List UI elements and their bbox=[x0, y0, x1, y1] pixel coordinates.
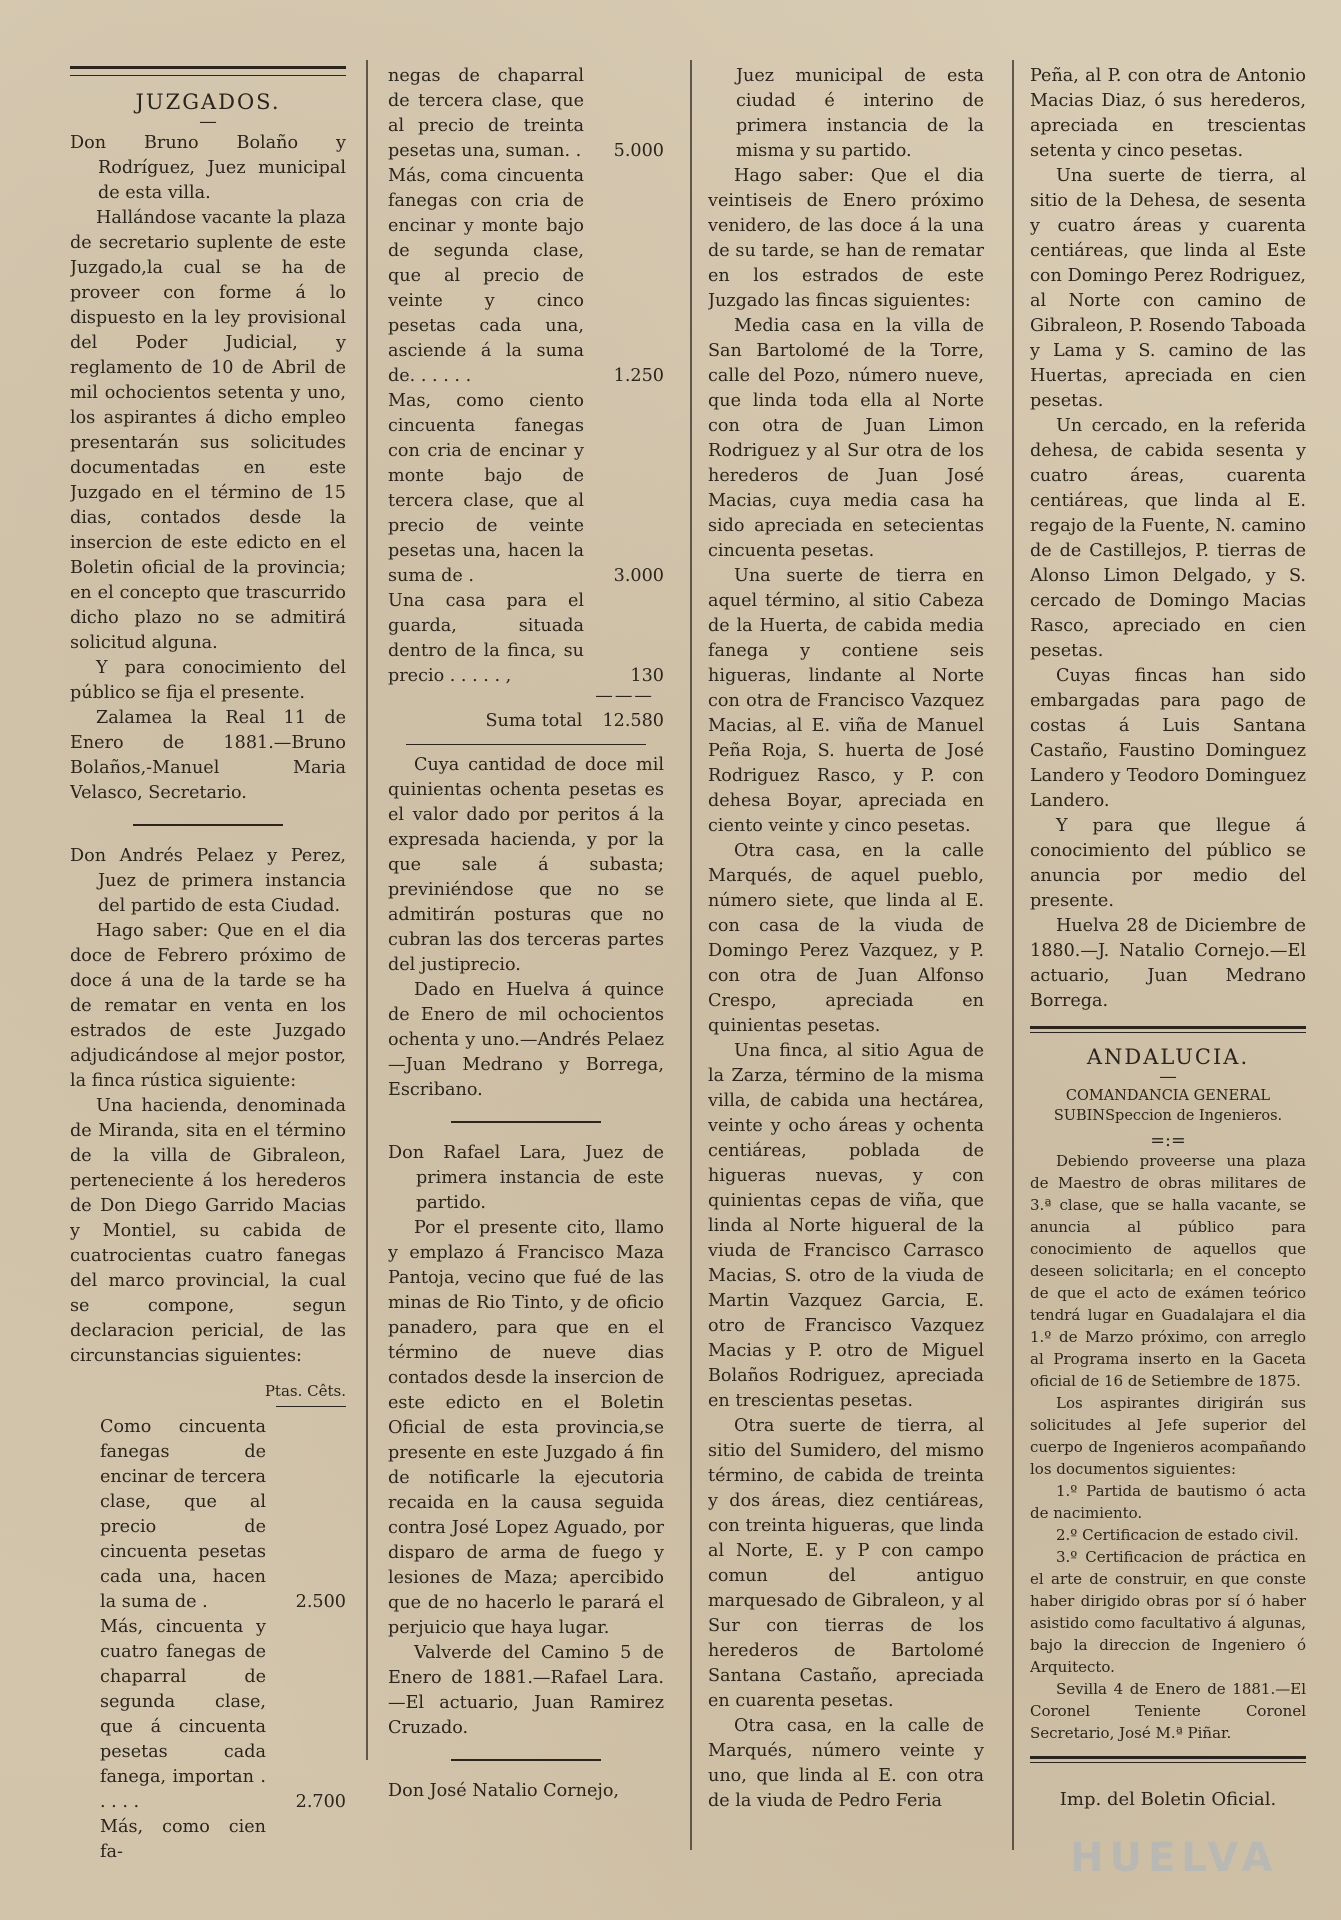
total-amount: 12.580 bbox=[602, 711, 664, 731]
separator-rule bbox=[406, 744, 646, 745]
valuation-item bbox=[388, 389, 664, 589]
column-4 bbox=[1030, 60, 1306, 1900]
edict-body: Otra casa, en la calle Marqués, de aquel pueblo, número siete, que linda al E. con casa de la viuda de Domingo Perez Vazquez, y P. con otra de Juan Alfonso Crespo, apreciada en quinientas pesetas. bbox=[708, 841, 984, 1036]
valuation-item bbox=[100, 1615, 346, 1815]
valuation-item bbox=[388, 164, 664, 389]
notice-document: 2.º Certificacion de estado civil. bbox=[1056, 1526, 1299, 1544]
separator-rule bbox=[133, 824, 283, 826]
notice-document: 1.º Partida de bautismo ó acta de nacimiento. bbox=[1030, 1482, 1306, 1522]
title-dash: =:= bbox=[1150, 1131, 1186, 1151]
top-rule bbox=[70, 66, 346, 76]
edict-signature: Huelva 28 de Diciembre de 1880.—J. Natalio Cornejo.—El actuario, Juan Medrano Borrega. bbox=[1030, 916, 1306, 1011]
item-text: Más, coma cincuenta fanegas con cria de encinar y monte bajo de segunda clase, que al precio de veinte y cinco pesetas cada una, asciende á la suma de. . . . . . bbox=[388, 166, 584, 386]
edict-body: Una hacienda, denominada de Miranda, sita en el término de la villa de Gibraleon, perteneciente á los herederos de Don Diego Garrido Macias y Montiel, su cabida de cuatrocientas cuatro fanegas del marco provincial, la cual se compone, segun declaracion pericial, de las circunstancias siguientes: bbox=[70, 1096, 346, 1366]
edict-heading: Don José Natalio Cornejo, bbox=[388, 1781, 620, 1801]
item-text: negas de chaparral de tercera clase, que al precio de treinta pesetas una, suman. . bbox=[388, 66, 584, 161]
edict-signature: Dado en Huelva á quince de Enero de mil ochocientos ochenta y uno.—Andrés Pelaez —Juan Medrano y Borrega, Escribano. bbox=[388, 980, 664, 1100]
notice-body: Debiendo proveerse una plaza de Maestro de obras militares de 3.ª clase, que se halla vacante, se anuncia al público para conocimiento de aquellos que deseen solicitarla; en el concepto de que el acto de exámen teórico tendrá lugar en Guadalajara el dia 1.º de Marzo próximo, con arreglo al Programa inserto en la Gaceta oficial de 16 de Setiembre de 1875. bbox=[1030, 1152, 1306, 1390]
column-rule bbox=[366, 60, 368, 1760]
edict-body: Por el presente cito, llamo y emplazo á Francisco Maza Pantoja, vecino que fué de las minas de Rio Tinto, y de oficio panadero, para que en el término de nueve dias contados desde la insercion de este edicto en el Boletin Oficial de esta provincia,se presente en este Juzgado á fin de notificarle la ejecutoria recaida en la causa seguida contra José Lopez Aguado, por disparo de arma de fuego y lesiones de Maza; apercibido que de no hacerlo le parará el perjuicio que haya lugar. bbox=[388, 1218, 664, 1638]
military-notice bbox=[1030, 1150, 1306, 1744]
section-title: JUZGADOS. bbox=[135, 90, 281, 114]
item-amount: 1.250 bbox=[613, 366, 664, 386]
edict-body: Media casa en la villa de San Bartolomé de la Torre, calle del Pozo, número nueve, que linda toda ella al Norte con otra de Juan Limon Rodriguez y al Sur otra de los herederos de Juan José Macias, cuya media casa ha sido apreciada en setecientas cincuenta pesetas. bbox=[708, 316, 984, 561]
notice-document: 3.º Certificacion de práctica en el arte de construir, en que conste haber dirigido obras por sí ó haber asistido como facultativo á algunas, bajo la direccion de Ingeniero ó Arquitecto. bbox=[1030, 1548, 1306, 1676]
total-row bbox=[388, 709, 664, 734]
ptas-rule bbox=[276, 1406, 346, 1407]
archive-watermark: HUELVA bbox=[1070, 1835, 1279, 1881]
edict-signature: Zalamea la Real 11 de Enero de 1881.—Bruno Bolaños,-Manuel Maria Velasco, Secretario. bbox=[70, 708, 346, 803]
section-rule bbox=[1030, 1026, 1306, 1033]
section-rule bbox=[1030, 1756, 1306, 1763]
edict-body: Una finca, al sitio Agua de la Zarza, término de la misma villa, de cabida una hectárea, veinte y ocho áreas y ochenta centiáreas, poblada de higueras nuevas, y con quinientas cepas de viña, que linda al Norte higueral de la viuda de Francisco Carrasco Macias, S. otro de la viuda de Martin Vazquez Garcia, E. otro de Francisco Vazquez Macias y P. otro de Miguel Bolaños Rodriguez, apreciada en trescientas pesetas. bbox=[708, 1041, 984, 1411]
edict-heading: Don Rafael Lara, Juez de primera instancia de este partido. bbox=[388, 1143, 664, 1213]
edict-body: Y para que llegue á conocimiento del público se anuncia por medio del presente. bbox=[1030, 816, 1306, 911]
edict-body: Cuya cantidad de doce mil quinientas ochenta pesetas es el valor dado por peritos á la expresada hacienda, y por la que sale á subasta; previniéndose que no se admitirán posturas que no cubran las dos terceras partes del justiprecio. bbox=[388, 755, 664, 975]
notice-signature: Sevilla 4 de Enero de 1881.—El Coronel Teniente Coronel Secretario, José M.ª Piñar. bbox=[1030, 1680, 1306, 1742]
item-amount: 3.000 bbox=[613, 566, 664, 586]
section-subtitle: COMANDANCIA GENERAL SUBINSpeccion de Ingenieros. bbox=[1053, 1088, 1283, 1124]
edict-body: Un cercado, en la referida dehesa, de cabida sesenta y cuatro áreas, cuarenta centiáreas, que linda al E. regajo de la Fuente, N. camino de de Castillejos, P. tierras de Alonso Limon Delgado, y S. cercado de Domingo Macias Rasco, apreciado en cien pesetas. bbox=[1030, 416, 1306, 661]
edict-body: Cuyas fincas han sido embargadas para pago de costas á Luis Santana Castaño, Faustino Dominguez Landero y Teodoro Dominguez Landero. bbox=[1030, 666, 1306, 811]
item-text: Como cincuenta fanegas de encinar de tercera clase, que al precio de cincuenta pesetas cada una, hacen la suma de . bbox=[100, 1417, 266, 1612]
item-amount: 130 bbox=[630, 666, 664, 686]
column-1 bbox=[70, 60, 346, 1900]
valuation-item bbox=[388, 64, 664, 164]
item-text: Más, cincuenta y cuatro fanegas de chaparral de segunda clase, que á cincuenta pesetas cada fanega, importan . . . . . bbox=[100, 1617, 266, 1812]
edict-body: Una suerte de tierra, al sitio de la Dehesa, de sesenta y cuatro áreas y cuarenta centiáreas, que linda al Este con Domingo Perez Rodriguez, al Norte con camino de Gibraleon, P. Rosendo Taboada y Lama y S. camino de las Huertas, apreciada en cien pesetas. bbox=[1030, 166, 1306, 411]
title-dash: — bbox=[199, 112, 217, 132]
item-amount: 2.700 bbox=[295, 1792, 346, 1812]
item-text: Una casa para el guarda, situada dentro de la finca, su precio . . . . . , bbox=[388, 591, 584, 686]
separator-rule bbox=[451, 1759, 601, 1761]
total-label: Suma total bbox=[485, 711, 583, 731]
edict-body: Hallándose vacante la plaza de secretario suplente de este Juzgado,la cual se ha de proveer con forme á lo dispuesto en la ley provisional del Poder Judicial, y reglamento de 10 de Abril de mil ochocientos setenta y uno, los aspirantes á dicho empleo presentarán sus solicitudes documentadas en este Juzgado en el término de 15 dias, contados desde la insercion de este edicto en el Boletin oficial de la provincia; en el concepto que trascurrido dicho plazo no se admitirá solicitud alguna. bbox=[70, 208, 346, 653]
edict-body: Hago saber: Que en el dia doce de Febrero próximo de doce á una de la tarde se ha de rematar en venta en los estrados de este Juzgado adjudicándose al mejor postor, la finca rústica siguiente: bbox=[70, 921, 346, 1091]
edict-signature: Valverde del Camino 5 de Enero de 1881.—Rafael Lara.—El actuario, Juan Ramirez Cruzado. bbox=[388, 1643, 664, 1738]
printer-imprint: Imp. del Boletin Oficial. bbox=[1059, 1789, 1277, 1810]
valuation-item bbox=[388, 589, 664, 689]
edict-body: Y para conocimiento del público se fija el presente. bbox=[70, 658, 346, 703]
item-amount: 2.500 bbox=[295, 1592, 346, 1612]
section-title: ANDALUCIA. bbox=[1086, 1045, 1250, 1069]
item-amount: 5.000 bbox=[613, 141, 664, 161]
sum-rule: ——— bbox=[595, 686, 654, 706]
item-text: Más, como cien fa- bbox=[100, 1817, 266, 1862]
edict-heading: Don Bruno Bolaño y Rodríguez, Juez municipal de esta villa. bbox=[70, 133, 346, 203]
separator-rule bbox=[451, 1121, 601, 1123]
edict-body: Una suerte de tierra en aquel término, al sitio Cabeza de la Huerta, de cabida media fanega y contiene seis higueras, lindante al Norte con otra de Francisco Vazquez Macias, al E. viña de Manuel Peña Roja, S. huerta de José Rodriguez Rasco, y P. con dehesa Boyar, apreciada en ciento veinte y cinco pesetas. bbox=[708, 566, 984, 836]
title-dash: — bbox=[1159, 1067, 1177, 1087]
column-3 bbox=[708, 60, 984, 1900]
item-text: Mas, como ciento cincuenta fanegas con cria de encinar y monte bajo de tercera clase, que al precio de veinte pesetas una, hacen la suma de . bbox=[388, 391, 584, 586]
notice-body: Los aspirantes dirigirán sus solicitudes al Jefe superior del cuerpo de Ingenieros acompañando los documentos siguientes: bbox=[1030, 1394, 1306, 1478]
edict-body: Otra suerte de tierra, al sitio del Sumidero, del mismo término, de cabida de treinta y dos áreas, diez centiáreas, con treinta higueras, que linda al Norte, E. y P con campo comun del antiguo marquesado de Gibraleon, y al Sur con tierras de los herederos de Bartolomé Santana Castaño, apreciada en cuarenta pesetas. bbox=[708, 1416, 984, 1711]
ptas-header: Ptas. Cêts. bbox=[264, 1382, 346, 1400]
valuation-item bbox=[100, 1415, 346, 1615]
edict-body: Peña, al P. con otra de Antonio Macias Diaz, ó sus herederos, apreciada en trescientas setenta y cinco pesetas. bbox=[1030, 66, 1306, 161]
edict-heading: Juez municipal de esta ciudad é interino de primera instancia de la misma y su partido. bbox=[736, 66, 984, 161]
edict-body: Hago saber: Que el dia veintiseis de Enero próximo venidero, de las doce á la una de su tarde, se han de rematar en los estrados de este Juzgado las fincas siguientes: bbox=[708, 166, 984, 311]
column-rule bbox=[690, 60, 692, 1850]
edict-body: Otra casa, en la calle de Marqués, número veinte y uno, que linda al E. con otra de la viuda de Pedro Feria bbox=[708, 1716, 984, 1811]
column-rule bbox=[1012, 60, 1014, 1850]
valuation-item bbox=[100, 1815, 346, 1865]
edict-heading: Don Andrés Pelaez y Perez, Juez de primera instancia del partido de esta Ciudad. bbox=[70, 846, 346, 916]
column-2 bbox=[388, 60, 664, 1900]
